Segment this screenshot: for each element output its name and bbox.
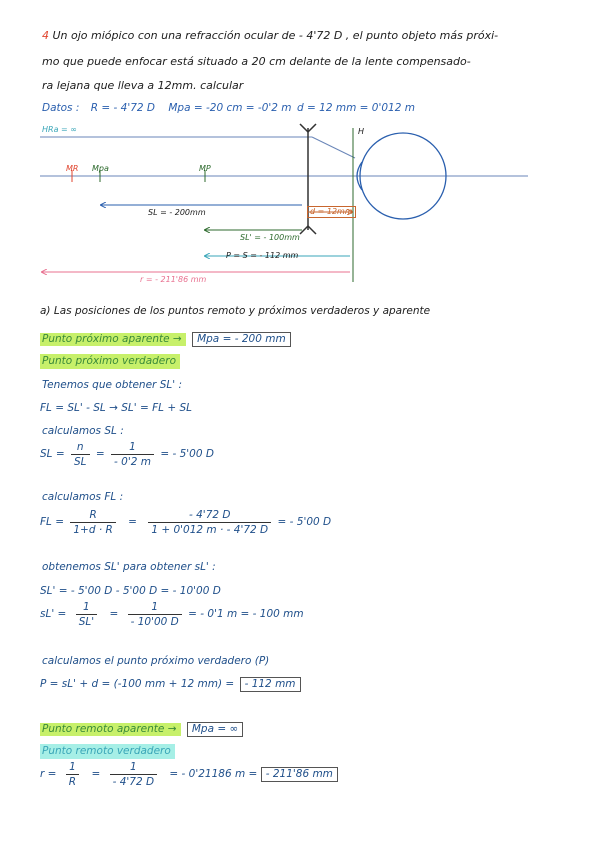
datos-d: d = 12 mm = 0'012 m	[297, 102, 415, 114]
label-hra: HRa = ∞	[42, 125, 77, 134]
datos-label: Datos :	[42, 102, 80, 114]
slp-formula: sL' = $\frac{1}{SL'}$ = $\frac{1}{- 10'00 D}$ = - 0'1 m = - 100 mm	[40, 601, 304, 628]
refracted-ray	[312, 137, 355, 158]
label-mpa: Mpa	[92, 164, 109, 173]
true-near-heading: Punto próximo verdadero	[40, 356, 180, 367]
label-mp: MP	[199, 164, 211, 173]
statement-line-3: ra lejana que lleva a 12mm. calcular	[42, 79, 244, 92]
label-d: d = 12mm	[307, 206, 356, 218]
label-sl: SL = - 200mm	[148, 208, 206, 217]
r-formula: r = $\frac{1}{R}$ = $\frac{1}{- 4'72 D}$ = - 0'21186 m = - 211'86 mm	[40, 762, 338, 787]
apparent-far-row	[40, 722, 243, 737]
true-far-heading: Punto remoto verdadero	[40, 746, 175, 757]
calc-p-line: calculamos el punto próximo verdadero (P)	[42, 655, 270, 667]
p-equation-row	[40, 677, 301, 692]
statement-line-2: mo que puede enfocar está situado a 20 cm delante de la lente compensado-	[42, 55, 471, 68]
p-equation: P = sL' + d = (-100 mm + 12 mm) =	[40, 678, 235, 690]
p-result: - 112 mm	[240, 677, 301, 692]
r-result: - 211'86 mm	[261, 767, 338, 782]
need-sl-line: Tenemos que obtener SL' :	[42, 379, 182, 391]
apparent-near-label: Punto próximo aparente →	[40, 333, 186, 347]
fl-equation: FL = SL' - SL → SL' = FL + SL	[40, 402, 192, 414]
calc-sl-line: calculamos SL :	[42, 425, 124, 437]
fl-formula: FL = $\frac{R}{1+d \cdot R}$ = $\frac{- 4'72 D}{1 + 0'012 m \cdot - 4'72 D}$ = - 5'00 D	[40, 509, 332, 536]
sl-formula: SL = $\frac{n}{SL}$ = $\frac{1}{- 0'2 m}$ = - 5'00 D	[40, 441, 214, 468]
obtain-line: obtenemos SL' para obtener sL' :	[42, 561, 216, 573]
problem-number: 4	[42, 29, 49, 42]
statement-line-1: 4 Un ojo miópico con una refracción ocular de - 4'72 D , el punto objeto más próxi-	[42, 29, 499, 42]
label-mr: MR	[66, 164, 79, 173]
datos-mpa: Mpa = -20 cm = -0'2 m	[168, 102, 292, 114]
slp-equation: SL' = - 5'00 D - 5'00 D = - 10'00 D	[40, 585, 221, 597]
label-sl-prime: SL' = - 100mm	[240, 233, 300, 242]
apparent-far-value: Mpa = ∞	[187, 722, 243, 737]
label-r: r = - 211'86 mm	[140, 275, 207, 284]
calc-fl-line: calculamos FL :	[42, 491, 124, 503]
label-h: H	[358, 127, 365, 136]
part-a-title: a) Las posiciones de los puntos remoto y próximos verdaderos y aparente	[40, 305, 431, 317]
label-p: P = S = - 112 mm	[226, 251, 299, 260]
apparent-near-value: Mpa = - 200 mm	[192, 332, 291, 347]
apparent-near-row	[40, 332, 291, 347]
apparent-far-label: Punto remoto aparente →	[40, 723, 181, 737]
datos-r: R = - 4'72 D	[90, 102, 155, 114]
